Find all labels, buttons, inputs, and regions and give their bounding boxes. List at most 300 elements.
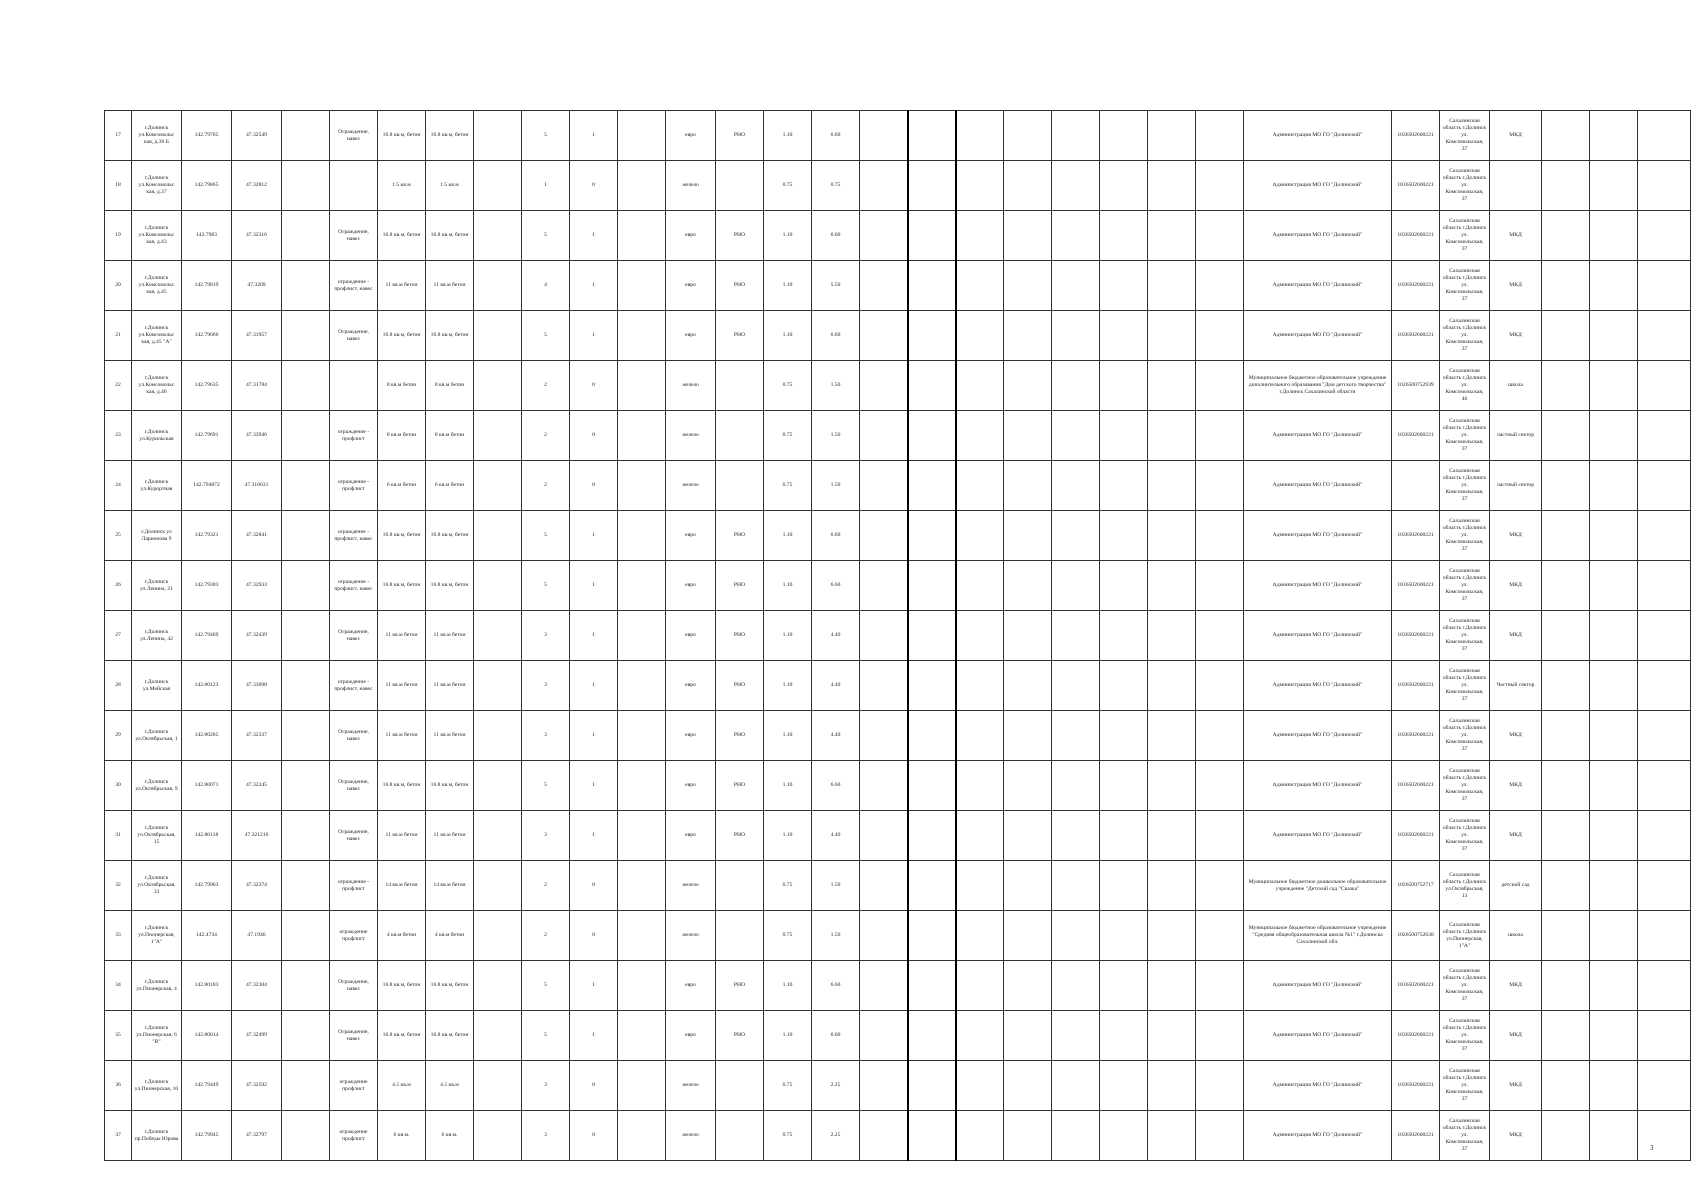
cell-fence: Ограждение, навес bbox=[330, 311, 378, 361]
cell-empty bbox=[908, 611, 956, 661]
cell-area1: 16.8 кв.м, бетон bbox=[378, 511, 426, 561]
cell-empty bbox=[1196, 961, 1244, 1011]
cell-lon: 142.79449 bbox=[182, 1061, 232, 1111]
cell-fence: Ограждение, навес bbox=[330, 611, 378, 661]
cell-empty bbox=[860, 1111, 908, 1161]
cell-empty bbox=[1196, 1111, 1244, 1161]
cell-mat: железо bbox=[666, 361, 716, 411]
cell-empty bbox=[618, 461, 666, 511]
cell-vol2: 6.60 bbox=[812, 311, 860, 361]
cell-cnt2: 0 bbox=[570, 361, 618, 411]
cell-empty bbox=[908, 161, 956, 211]
cell-empty bbox=[1148, 261, 1196, 311]
cell-lat: 47.32245 bbox=[232, 761, 282, 811]
cell-area2: 4 кв.м бетон bbox=[426, 911, 474, 961]
cell-empty bbox=[1590, 761, 1638, 811]
cell-empty bbox=[474, 211, 522, 261]
cell-empty bbox=[474, 111, 522, 161]
cell-empty bbox=[1590, 961, 1638, 1011]
cell-empty bbox=[956, 911, 1004, 961]
cell-owner_addr: Сахалинская область г.Долинск ул. Комсомольская, 37 bbox=[1440, 311, 1490, 361]
cell-cnt2: 1 bbox=[570, 261, 618, 311]
table-row bbox=[105, 311, 1691, 361]
cell-lat: 47.33098 bbox=[232, 661, 282, 711]
cell-owner_addr: Сахалинская область г.Долинск ул.Октябрьская, 13 bbox=[1440, 861, 1490, 911]
cell-empty bbox=[282, 861, 330, 911]
table-row bbox=[105, 411, 1691, 461]
cell-empty bbox=[282, 661, 330, 711]
cell-cnt1: 3 bbox=[522, 1111, 570, 1161]
cell-area2: 11 кв.м бетон bbox=[426, 661, 474, 711]
cell-cnt2: 1 bbox=[570, 761, 618, 811]
cell-cnt2: 1 bbox=[570, 811, 618, 861]
cell-empty bbox=[1196, 211, 1244, 261]
table-row bbox=[105, 511, 1691, 561]
cell-empty bbox=[282, 561, 330, 611]
cell-area2: 11 кв.м бетон bbox=[426, 261, 474, 311]
cell-n: 19 bbox=[105, 211, 132, 261]
cell-empty bbox=[1196, 1011, 1244, 1061]
cell-empty bbox=[1100, 411, 1148, 461]
cell-lon: 142.79321 bbox=[182, 511, 232, 561]
cell-vol1: 0.75 bbox=[764, 1111, 812, 1161]
cell-area1: 6 кв.м бетон bbox=[378, 461, 426, 511]
cell-empty bbox=[282, 611, 330, 661]
cell-area2: 16.8 кв.м, бетон bbox=[426, 211, 474, 261]
cell-empty bbox=[908, 661, 956, 711]
cell-kind: МКД bbox=[1490, 711, 1542, 761]
cell-area1: 8 кв.м бетон bbox=[378, 361, 426, 411]
cell-empty bbox=[474, 911, 522, 961]
cell-addr: г.Долинск ул.Пионерская, 1"А" bbox=[132, 911, 182, 961]
cell-lat: 47.32933 bbox=[232, 561, 282, 611]
cell-owner: Администрация МО ГО "Долинский" bbox=[1244, 961, 1392, 1011]
cell-mat: железо bbox=[666, 1111, 716, 1161]
cell-empty bbox=[1052, 311, 1100, 361]
cell-empty bbox=[860, 311, 908, 361]
cell-fence: ограждение - профлист, навес bbox=[330, 261, 378, 311]
cell-kind: МКД bbox=[1490, 111, 1542, 161]
cell-empty bbox=[1638, 261, 1691, 311]
cell-empty bbox=[1590, 461, 1638, 511]
cell-empty bbox=[1004, 211, 1052, 261]
cell-owner_addr: Сахалинская область г.Долинск ул. Комсомольская, 37 bbox=[1440, 961, 1490, 1011]
cell-vol1: 0.75 bbox=[764, 161, 812, 211]
table-row bbox=[105, 761, 1691, 811]
cell-empty bbox=[282, 411, 330, 461]
cell-mat: евро bbox=[666, 761, 716, 811]
cell-empty bbox=[1004, 411, 1052, 461]
cell-empty bbox=[1100, 611, 1148, 661]
cell-org_type: РНО bbox=[716, 711, 764, 761]
cell-lat: 47.316631 bbox=[232, 461, 282, 511]
cell-cnt2: 1 bbox=[570, 511, 618, 561]
cell-n: 30 bbox=[105, 761, 132, 811]
cell-org_type bbox=[716, 1111, 764, 1161]
cell-empty bbox=[956, 261, 1004, 311]
cell-empty bbox=[474, 861, 522, 911]
cell-owner_addr: Сахалинская область г.Долинск ул. Комсомольская, 37 bbox=[1440, 811, 1490, 861]
cell-addr: г.Долинск ул.Пионерская, 10 bbox=[132, 1061, 182, 1111]
cell-vol2: 5.50 bbox=[812, 261, 860, 311]
cell-empty bbox=[474, 811, 522, 861]
cell-empty bbox=[1590, 561, 1638, 611]
cell-kind: МКД bbox=[1490, 261, 1542, 311]
cell-area2: 16.8 кв.м, бетон bbox=[426, 111, 474, 161]
cell-empty bbox=[618, 361, 666, 411]
cell-empty bbox=[1052, 161, 1100, 211]
cell-empty bbox=[1004, 661, 1052, 711]
cell-empty bbox=[956, 161, 1004, 211]
cell-empty bbox=[908, 461, 956, 511]
cell-addr: г.Долинск ул.Пионерская, 6 "В" bbox=[132, 1011, 182, 1061]
cell-kind: школа bbox=[1490, 361, 1542, 411]
cell-owner: Администрация МО ГО "Долинский" bbox=[1244, 161, 1392, 211]
cell-empty bbox=[1148, 511, 1196, 561]
cell-empty bbox=[282, 961, 330, 1011]
cell-owner: Администрация МО ГО "Долинский" bbox=[1244, 461, 1392, 511]
cell-ogrn: 1036502600221 bbox=[1392, 561, 1440, 611]
cell-empty bbox=[1638, 511, 1691, 561]
cell-empty bbox=[1148, 361, 1196, 411]
cell-empty bbox=[1196, 111, 1244, 161]
cell-ogrn: 1036502600221 bbox=[1392, 1061, 1440, 1111]
cell-empty bbox=[1052, 461, 1100, 511]
cell-cnt2: 1 bbox=[570, 961, 618, 1011]
cell-empty bbox=[1100, 311, 1148, 361]
cell-mat: железо bbox=[666, 161, 716, 211]
cell-empty bbox=[1148, 911, 1196, 961]
cell-area1: 16.8 кв.м, бетон bbox=[378, 961, 426, 1011]
cell-ogrn: 1036502600221 bbox=[1392, 611, 1440, 661]
cell-kind: МКД bbox=[1490, 561, 1542, 611]
cell-lat: 47.33946 bbox=[232, 411, 282, 461]
cell-ogrn: 1036502600221 bbox=[1392, 311, 1440, 361]
cell-area1: 6 кв.м. bbox=[378, 1111, 426, 1161]
cell-vol1: 1.10 bbox=[764, 761, 812, 811]
cell-empty bbox=[1196, 661, 1244, 711]
cell-owner_addr: Сахалинская область г.Долинск ул. Комсомольская, 37 bbox=[1440, 211, 1490, 261]
cell-empty bbox=[956, 311, 1004, 361]
cell-lon: 142.80183 bbox=[182, 961, 232, 1011]
cell-empty bbox=[956, 611, 1004, 661]
cell-empty bbox=[474, 561, 522, 611]
cell-empty bbox=[1542, 661, 1590, 711]
cell-empty bbox=[1004, 111, 1052, 161]
cell-empty bbox=[1052, 961, 1100, 1011]
cell-cnt2: 1 bbox=[570, 211, 618, 261]
cell-addr: г.Долинск ул.Октябрьская, 1 bbox=[132, 711, 182, 761]
cell-owner_addr: Сахалинская область г.Долинск ул. Комсомольская, 37 bbox=[1440, 1061, 1490, 1111]
cell-lat: 47.1946 bbox=[232, 911, 282, 961]
cell-empty bbox=[618, 811, 666, 861]
cell-area2: 8 кв.м бетон bbox=[426, 411, 474, 461]
cell-owner_addr: Сахалинская область г.Долинск ул. Комсомольская, 37 bbox=[1440, 261, 1490, 311]
cell-empty bbox=[956, 1011, 1004, 1061]
cell-cnt2: 1 bbox=[570, 1011, 618, 1061]
cell-lon: 142.79469 bbox=[182, 611, 232, 661]
cell-ogrn: 1036502600221 bbox=[1392, 261, 1440, 311]
cell-empty bbox=[282, 1061, 330, 1111]
cell-empty bbox=[1196, 561, 1244, 611]
cell-empty bbox=[1590, 861, 1638, 911]
cell-cnt1: 3 bbox=[522, 661, 570, 711]
cell-cnt2: 1 bbox=[570, 711, 618, 761]
cell-empty bbox=[956, 661, 1004, 711]
cell-fence: Ограждение, навес bbox=[330, 761, 378, 811]
cell-empty bbox=[1590, 261, 1638, 311]
cell-cnt2: 1 bbox=[570, 111, 618, 161]
cell-empty bbox=[1004, 711, 1052, 761]
cell-vol1: 1.10 bbox=[764, 311, 812, 361]
cell-cnt2: 1 bbox=[570, 561, 618, 611]
cell-org_type: РНО bbox=[716, 511, 764, 561]
cell-empty bbox=[618, 761, 666, 811]
cell-empty bbox=[282, 1111, 330, 1161]
cell-empty bbox=[618, 1061, 666, 1111]
cell-owner: Администрация МО ГО "Долинский" bbox=[1244, 1011, 1392, 1061]
cell-mat: евро bbox=[666, 261, 716, 311]
cell-area1: 1.5 кв.м bbox=[378, 161, 426, 211]
cell-mat: евро bbox=[666, 211, 716, 261]
cell-empty bbox=[282, 761, 330, 811]
cell-empty bbox=[1100, 661, 1148, 711]
cell-empty bbox=[1004, 261, 1052, 311]
cell-cnt1: 5 bbox=[522, 561, 570, 611]
cell-lon: 142.79819 bbox=[182, 261, 232, 311]
cell-empty bbox=[1004, 561, 1052, 611]
cell-lat: 47.31957 bbox=[232, 311, 282, 361]
cell-empty bbox=[1638, 1061, 1691, 1111]
cell-empty bbox=[1638, 211, 1691, 261]
cell-vol2: 2.25 bbox=[812, 1061, 860, 1111]
cell-lon: 142.79865 bbox=[182, 161, 232, 211]
cell-lat: 47.3209 bbox=[232, 261, 282, 311]
cell-empty bbox=[956, 1061, 1004, 1111]
cell-n: 36 bbox=[105, 1061, 132, 1111]
cell-empty bbox=[1148, 711, 1196, 761]
cell-n: 27 bbox=[105, 611, 132, 661]
cell-empty bbox=[1542, 461, 1590, 511]
cell-empty bbox=[1052, 811, 1100, 861]
cell-lon: 142.80071 bbox=[182, 761, 232, 811]
cell-lat: 47.32337 bbox=[232, 711, 282, 761]
cell-empty bbox=[1590, 361, 1638, 411]
cell-empty bbox=[1148, 461, 1196, 511]
cell-addr: г.Долинск ул Ларионова 9 bbox=[132, 511, 182, 561]
cell-empty bbox=[860, 511, 908, 561]
cell-empty bbox=[1052, 661, 1100, 711]
cell-empty bbox=[908, 961, 956, 1011]
cell-lon: 142.79666 bbox=[182, 311, 232, 361]
cell-org_type bbox=[716, 461, 764, 511]
table-body bbox=[105, 111, 1691, 1161]
cell-empty bbox=[908, 211, 956, 261]
cell-area1: 16.8 кв.м, бетон bbox=[378, 561, 426, 611]
cell-area1: 16.8 кв.м, бетон bbox=[378, 1011, 426, 1061]
cell-empty bbox=[474, 411, 522, 461]
cell-empty bbox=[1590, 311, 1638, 361]
cell-empty bbox=[1638, 1011, 1691, 1061]
cell-cnt1: 5 bbox=[522, 511, 570, 561]
cell-org_type: РНО bbox=[716, 261, 764, 311]
cell-empty bbox=[860, 661, 908, 711]
cell-org_type: РНО bbox=[716, 561, 764, 611]
cell-lon: 142.80118 bbox=[182, 811, 232, 861]
cell-empty bbox=[1542, 861, 1590, 911]
cell-empty bbox=[1196, 461, 1244, 511]
cell-empty bbox=[860, 261, 908, 311]
cell-owner: Администрация МО ГО "Долинский" bbox=[1244, 111, 1392, 161]
cell-org_type: РНО bbox=[716, 761, 764, 811]
cell-empty bbox=[1004, 161, 1052, 211]
cell-owner: Администрация МО ГО "Долинский" bbox=[1244, 211, 1392, 261]
cell-empty bbox=[1196, 611, 1244, 661]
cell-fence: Ограждение, навес bbox=[330, 111, 378, 161]
cell-empty bbox=[474, 511, 522, 561]
cell-empty bbox=[1148, 1061, 1196, 1111]
cell-owner: Администрация МО ГО "Долинский" bbox=[1244, 311, 1392, 361]
table-row bbox=[105, 1111, 1691, 1161]
cell-empty bbox=[1196, 811, 1244, 861]
table-row bbox=[105, 211, 1691, 261]
cell-empty bbox=[1638, 661, 1691, 711]
cell-cnt1: 4 bbox=[522, 261, 570, 311]
cell-kind: МКД bbox=[1490, 1061, 1542, 1111]
cell-org_type: РНО bbox=[716, 1011, 764, 1061]
cell-empty bbox=[1542, 411, 1590, 461]
cell-empty bbox=[860, 1061, 908, 1111]
cell-empty bbox=[1196, 311, 1244, 361]
cell-vol2: 1.50 bbox=[812, 911, 860, 961]
cell-empty bbox=[908, 511, 956, 561]
cell-empty bbox=[1590, 711, 1638, 761]
cell-vol2: 6.60 bbox=[812, 511, 860, 561]
cell-n: 28 bbox=[105, 661, 132, 711]
cell-empty bbox=[1638, 411, 1691, 461]
cell-vol2: 4.40 bbox=[812, 811, 860, 861]
cell-empty bbox=[1100, 1061, 1148, 1111]
cell-empty bbox=[282, 261, 330, 311]
cell-empty bbox=[1542, 761, 1590, 811]
cell-kind: школа bbox=[1490, 911, 1542, 961]
cell-empty bbox=[1638, 711, 1691, 761]
cell-owner_addr: Сахалинская область г.Долинск ул. Комсомольская, 37 bbox=[1440, 711, 1490, 761]
cell-lat: 47.32797 bbox=[232, 1111, 282, 1161]
cell-owner: Администрация МО ГО "Долинский" bbox=[1244, 761, 1392, 811]
cell-empty bbox=[1100, 211, 1148, 261]
cell-lon: 142.79963 bbox=[182, 861, 232, 911]
cell-n: 26 bbox=[105, 561, 132, 611]
cell-mat: евро bbox=[666, 611, 716, 661]
cell-cnt1: 3 bbox=[522, 711, 570, 761]
cell-empty bbox=[860, 611, 908, 661]
cell-empty bbox=[282, 211, 330, 261]
cell-empty bbox=[1148, 211, 1196, 261]
cell-vol2: 6.60 bbox=[812, 961, 860, 1011]
cell-area2: 14 кв.м бетон bbox=[426, 861, 474, 911]
cell-addr: г.Долинск ул.Комсомольс кая, д.36 Б bbox=[132, 111, 182, 161]
cell-area2: 4.5 кв.м bbox=[426, 1061, 474, 1111]
cell-empty bbox=[1052, 511, 1100, 561]
cell-empty bbox=[1100, 711, 1148, 761]
cell-cnt1: 5 bbox=[522, 1011, 570, 1061]
cell-ogrn: 1036502600221 bbox=[1392, 661, 1440, 711]
cell-empty bbox=[1148, 811, 1196, 861]
cell-empty bbox=[860, 411, 908, 461]
cell-empty bbox=[860, 161, 908, 211]
cell-lon: 142.79945 bbox=[182, 1111, 232, 1161]
cell-cnt1: 2 bbox=[522, 411, 570, 461]
cell-area1: 11 кв.м бетон bbox=[378, 261, 426, 311]
cell-ogrn: 1026500752939 bbox=[1392, 361, 1440, 411]
cell-empty bbox=[474, 961, 522, 1011]
cell-empty bbox=[618, 711, 666, 761]
cell-lat: 47.321216 bbox=[232, 811, 282, 861]
cell-fence: ограждение профлист bbox=[330, 911, 378, 961]
cell-vol2: 1.50 bbox=[812, 361, 860, 411]
cell-mat: евро bbox=[666, 511, 716, 561]
cell-fence: ограждение - профлист, навес bbox=[330, 561, 378, 611]
cell-owner_addr: Сахалинская область г.Долинск ул. Комсомольская, 37 bbox=[1440, 1111, 1490, 1161]
cell-empty bbox=[908, 561, 956, 611]
cell-kind: Частный сектор bbox=[1490, 661, 1542, 711]
cell-empty bbox=[1100, 911, 1148, 961]
cell-empty bbox=[1542, 261, 1590, 311]
cell-empty bbox=[1196, 761, 1244, 811]
cell-n: 31 bbox=[105, 811, 132, 861]
cell-mat: евро bbox=[666, 111, 716, 161]
cell-empty bbox=[1100, 761, 1148, 811]
cell-owner_addr: Сахалинская область г.Долинск ул. Комсомольская, 37 bbox=[1440, 461, 1490, 511]
table-row bbox=[105, 461, 1691, 511]
cell-cnt1: 5 bbox=[522, 111, 570, 161]
cell-empty bbox=[1638, 761, 1691, 811]
cell-area2: 11 кв.м бетон bbox=[426, 811, 474, 861]
cell-cnt2: 0 bbox=[570, 411, 618, 461]
cell-owner: Администрация МО ГО "Долинский" bbox=[1244, 511, 1392, 561]
cell-empty bbox=[908, 761, 956, 811]
cell-mat: железо bbox=[666, 911, 716, 961]
cell-empty bbox=[1638, 461, 1691, 511]
cell-fence: ограждение - профлист bbox=[330, 461, 378, 511]
cell-n: 21 bbox=[105, 311, 132, 361]
cell-kind: МКД bbox=[1490, 511, 1542, 561]
cell-empty bbox=[1100, 361, 1148, 411]
cell-empty bbox=[474, 461, 522, 511]
cell-owner: Администрация МО ГО "Долинский" bbox=[1244, 261, 1392, 311]
cell-empty bbox=[282, 911, 330, 961]
cell-lat: 47.32812 bbox=[232, 161, 282, 211]
cell-owner: Муниципальное бюджетное дошкольное образовательное учреждение "Детский сад "Сказка" bbox=[1244, 861, 1392, 911]
cell-vol1: 1.10 bbox=[764, 261, 812, 311]
cell-empty bbox=[474, 311, 522, 361]
cell-kind: МКД bbox=[1490, 961, 1542, 1011]
cell-empty bbox=[1542, 611, 1590, 661]
cell-empty bbox=[282, 1011, 330, 1061]
cell-kind: МКД bbox=[1490, 311, 1542, 361]
cell-n: 29 bbox=[105, 711, 132, 761]
table-row bbox=[105, 711, 1691, 761]
cell-area2: 8 кв.м бетон bbox=[426, 361, 474, 411]
cell-empty bbox=[282, 111, 330, 161]
cell-ogrn: 1036502600221 bbox=[1392, 211, 1440, 261]
cell-org_type: РНО bbox=[716, 111, 764, 161]
cell-empty bbox=[1196, 861, 1244, 911]
cell-lat: 47.32304 bbox=[232, 961, 282, 1011]
cell-empty bbox=[1148, 411, 1196, 461]
cell-empty bbox=[860, 211, 908, 261]
